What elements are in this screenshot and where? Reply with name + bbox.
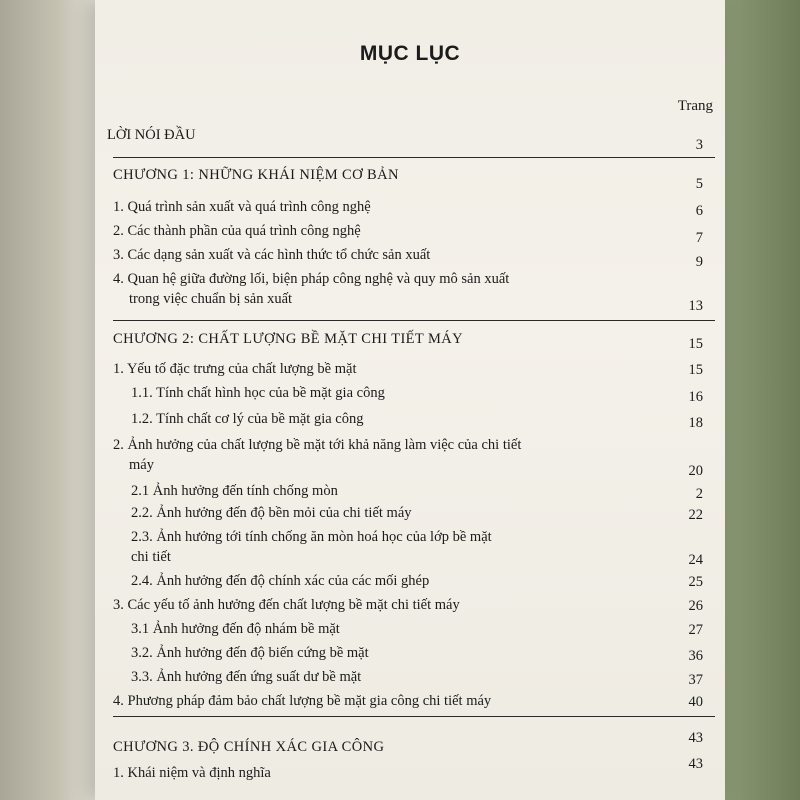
toc-entry-continuation: trong việc chuẩn bị sản xuất bbox=[129, 291, 293, 307]
toc-entry: 3. Các yếu tố ảnh hưởng đến chất lượng bề mặt chi tiết máy bbox=[113, 597, 460, 613]
toc-page-number: 26 bbox=[688, 598, 703, 614]
toc-page-number: 9 bbox=[695, 254, 703, 270]
toc-page-number: 6 bbox=[695, 203, 703, 219]
page-column-header: Trang bbox=[677, 98, 713, 114]
toc-page-number: 18 bbox=[688, 415, 703, 431]
toc-entry-continuation: chi tiết bbox=[131, 549, 171, 565]
toc-chapter-3: CHƯƠNG 3. ĐỘ CHÍNH XÁC GIA CÔNG bbox=[113, 739, 385, 755]
toc-page-number: 27 bbox=[688, 622, 703, 638]
toc-page-number: 22 bbox=[688, 507, 703, 523]
toc-chapter-1: CHƯƠNG 1: NHỮNG KHÁI NIỆM CƠ BẢN bbox=[113, 167, 399, 183]
toc-page-number: 24 bbox=[688, 552, 703, 568]
toc-page-number: 43 bbox=[688, 756, 703, 772]
toc-page-number: 15 bbox=[688, 362, 703, 378]
toc-entry: 2.3. Ảnh hưởng tới tính chống ăn mòn hoá học của lớp bề mặt bbox=[131, 529, 492, 545]
toc-entry: 2.4. Ảnh hưởng đến độ chính xác của các mối ghép bbox=[131, 573, 430, 589]
toc-entry: 1. Yếu tố đặc trưng của chất lượng bề mặt bbox=[113, 361, 357, 377]
toc-page bbox=[95, 0, 725, 800]
toc-page-number: 15 bbox=[688, 336, 703, 352]
toc-entry: 3. Các dạng sản xuất và các hình thức tổ chức sản xuất bbox=[113, 247, 431, 263]
toc-entry: 4. Quan hệ giữa đường lối, biện pháp công nghệ và quy mô sản xuất bbox=[113, 271, 510, 287]
toc-entry: 3.3. Ảnh hưởng đến ứng suất dư bề mặt bbox=[131, 669, 362, 685]
toc-entry: 1.2. Tính chất cơ lý của bề mặt gia công bbox=[131, 411, 364, 427]
book-spine bbox=[725, 0, 800, 800]
toc-page-number: 36 bbox=[688, 648, 703, 664]
toc-entry: 1.1. Tính chất hình học của bề mặt gia công bbox=[131, 385, 385, 401]
toc-entry: 3.2. Ảnh hưởng đến độ biến cứng bề mặt bbox=[131, 645, 369, 661]
toc-page-number: 40 bbox=[688, 694, 703, 710]
toc-entry: 1. Quá trình sản xuất và quá trình công nghệ bbox=[113, 199, 371, 215]
divider bbox=[113, 716, 715, 717]
toc-page-number: 37 bbox=[688, 672, 703, 688]
divider bbox=[113, 320, 715, 321]
toc-page-number: 7 bbox=[695, 230, 703, 246]
divider bbox=[113, 157, 715, 158]
toc-entry: 2.2. Ảnh hưởng đến độ bền mỏi của chi tiết máy bbox=[131, 505, 412, 521]
toc-chapter-2: CHƯƠNG 2: CHẤT LƯỢNG BỀ MẶT CHI TIẾT MÁY bbox=[113, 331, 463, 347]
page-title: MỤC LỤC bbox=[359, 42, 461, 65]
toc-page-number: 25 bbox=[688, 574, 703, 590]
toc-entry: 2. Các thành phần của quá trình công nghệ bbox=[113, 223, 361, 239]
toc-page-number: 3 bbox=[695, 137, 703, 153]
toc-entry: 2.1 Ảnh hưởng đến tính chống mòn bbox=[131, 483, 338, 499]
toc-page-number: 43 bbox=[688, 730, 703, 746]
toc-page-number: 13 bbox=[688, 298, 703, 314]
toc-page-number: 5 bbox=[695, 176, 703, 192]
toc-page-number: 16 bbox=[688, 389, 703, 405]
toc-entry: 2. Ảnh hưởng của chất lượng bề mặt tới khả năng làm việc của chi tiết bbox=[113, 437, 522, 453]
toc-entry: 3.1 Ảnh hưởng đến độ nhám bề mặt bbox=[131, 621, 340, 637]
toc-entry-continuation: máy bbox=[129, 457, 154, 473]
toc-page-number: 20 bbox=[688, 463, 703, 479]
toc-entry: 4. Phương pháp đảm bảo chất lượng bề mặt gia công chi tiết máy bbox=[113, 693, 492, 709]
toc-entry-preface: LỜI NÓI ĐẦU bbox=[107, 127, 196, 143]
toc-page-number: 2 bbox=[695, 486, 703, 502]
toc-entry: 1. Khái niệm và định nghĩa bbox=[113, 765, 271, 781]
